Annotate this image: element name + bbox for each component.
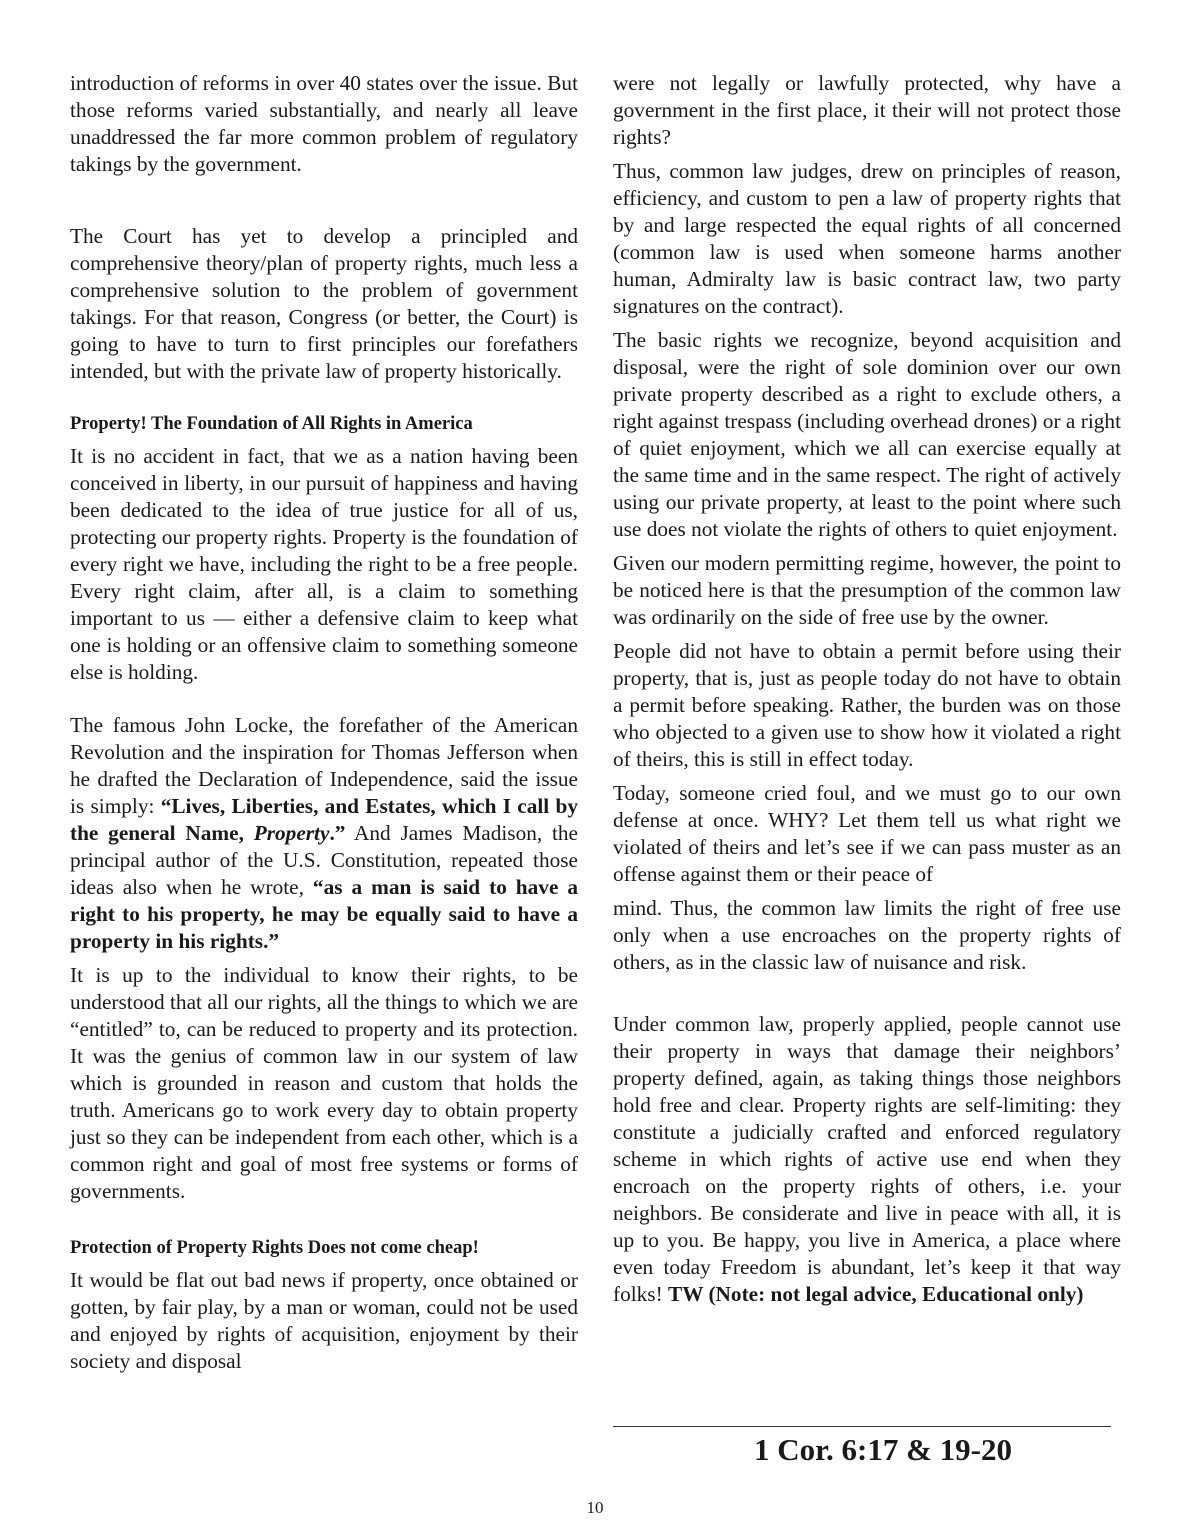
property-emphasis: Property (253, 821, 330, 845)
paragraph: People did not have to obtain a permit before using their property, that is, just as people today do not have to obtain a permit before speaking. Rather, the burden was on those who objected to a given use to show how it violated a right of theirs, this is still in effect today. (613, 639, 1121, 771)
paragraph: The Court has yet to develop a principled and comprehensive theory/plan of property rights, much less a comprehensive solution to the problem of government takings. For that reason, Congress (or better, the Court) is going to have to turn to first principles our forefathers intended, but with the private law of property historically. (70, 224, 578, 383)
paragraph: Today, someone cried foul, and we must go to our own defense at once. WHY? Let them tell us what right we violated of theirs and let’s see if we can pass muster as an offense against them or their peace of (613, 781, 1121, 886)
paragraph: The basic rights we recognize, beyond acquisition and disposal, were the right of sole dominion over our own private property described as a right to exclude others, a right against trespass (including overhead drones) or a right of quiet enjoyment, which we all can exercise equally at the same time and in the same respect. The right of actively using our private property, at least to the point where such use does not violate the rights of others to quiet enjoyment. (613, 328, 1121, 541)
right-column (613, 70, 1121, 1308)
madison-quote: “as a man is said to have a right to his property, he may be equally said to have a property in his rights.” (70, 875, 578, 953)
section-heading: Property! The Foundation of All Rights in America (70, 414, 473, 434)
paragraph: mind. Thus, the common law limits the right of free use only when a use encroaches on the property rights of others, as in the classic law of nuisance and risk. (613, 896, 1121, 974)
text-run: Under common law, properly applied, people cannot use their property in ways that damage their neighbors’ property defined, again, as taking things those neighbors hold free and clear. Property rights are self-limiting: they constitute a judicially crafted and enforced regulatory scheme in which rights of active use end when they encroach on the property rights of others, i.e. your neighbors. Be considerate and live in peace with all, it is up to you. Be happy, you live in America, a place where even today Freedom is abundant, let’s keep it that way folks! (613, 1012, 1121, 1306)
locke-quote: “Lives, Liberties, and Estates, which I call by the general Name, (70, 794, 578, 845)
left-column (70, 70, 578, 1375)
paragraph: It is no accident in fact, that we as a nation having been conceived in liberty, in our pursuit of happiness and having been dedicated to the idea of true justice for all of us, protecting our property rights. Property is the foundation of every right we have, including the right to be a free people. Every right claim, after all, is a claim to something important to us — either a defensive claim to keep what one is holding or an offensive claim to something someone else is holding. (70, 444, 578, 684)
paragraph: were not legally or lawfully protected, why have a government in the first place, it their will not protect those rights? (613, 71, 1121, 149)
paragraph: Given our modern permitting regime, however, the point to be noticed here is that the presumption of the common law was ordinarily on the side of free use by the owner. (613, 551, 1121, 629)
page-number: 10 (586, 1498, 604, 1517)
paragraph: introduction of reforms in over 40 states over the issue. But those reforms varied substantially, and nearly all leave unaddressed the far more common problem of regulatory takings by the government. (70, 71, 578, 176)
text-run: The famous John Locke, the forefather of the American Revolution and the inspiration for Thomas Jefferson when he drafted the Declaration of Independence, said the issue is simply: (70, 713, 578, 818)
paragraph: It is up to the individual to know their rights, to be understood that all our rights, all the things to which we are “entitled” to, can be reduced to property and its protection. It was the genius of common law in our system of law which is grounded in reason and custom that holds the truth. Americans go to work every day to obtain property just so they can be independent from each other, which is a common right and goal of most free systems or forms of governments. (70, 963, 578, 1203)
paragraph: It would be flat out bad news if property, once obtained or gotten, by fair play, by a man or woman, could not be used and enjoyed by rights of acquisition, enjoyment by their society and disposal (70, 1268, 578, 1373)
divider-rule (613, 1426, 1111, 1427)
paragraph: Thus, common law judges, drew on principles of reason, efficiency, and custom to pen a law of property rights that by and large respected the equal rights of all concerned (common law is used when someone harms another human, Admiralty law is basic contract law, two party signatures on the contract). (613, 159, 1121, 318)
paragraph (70, 712, 578, 955)
quote-close: .” (329, 821, 346, 845)
signature-note: TW (Note: not legal advice, Educational only) (668, 1282, 1084, 1306)
text-run: And James Madison, the principal author of the U.S. Constitution, repeated those ideas also when he wrote, (70, 821, 578, 899)
paragraph (613, 1011, 1121, 1308)
section-heading: Protection of Property Rights Does not come cheap! (70, 1238, 479, 1258)
bible-verse: 1 Cor. 6:17 & 19-20 (753, 1432, 1013, 1467)
